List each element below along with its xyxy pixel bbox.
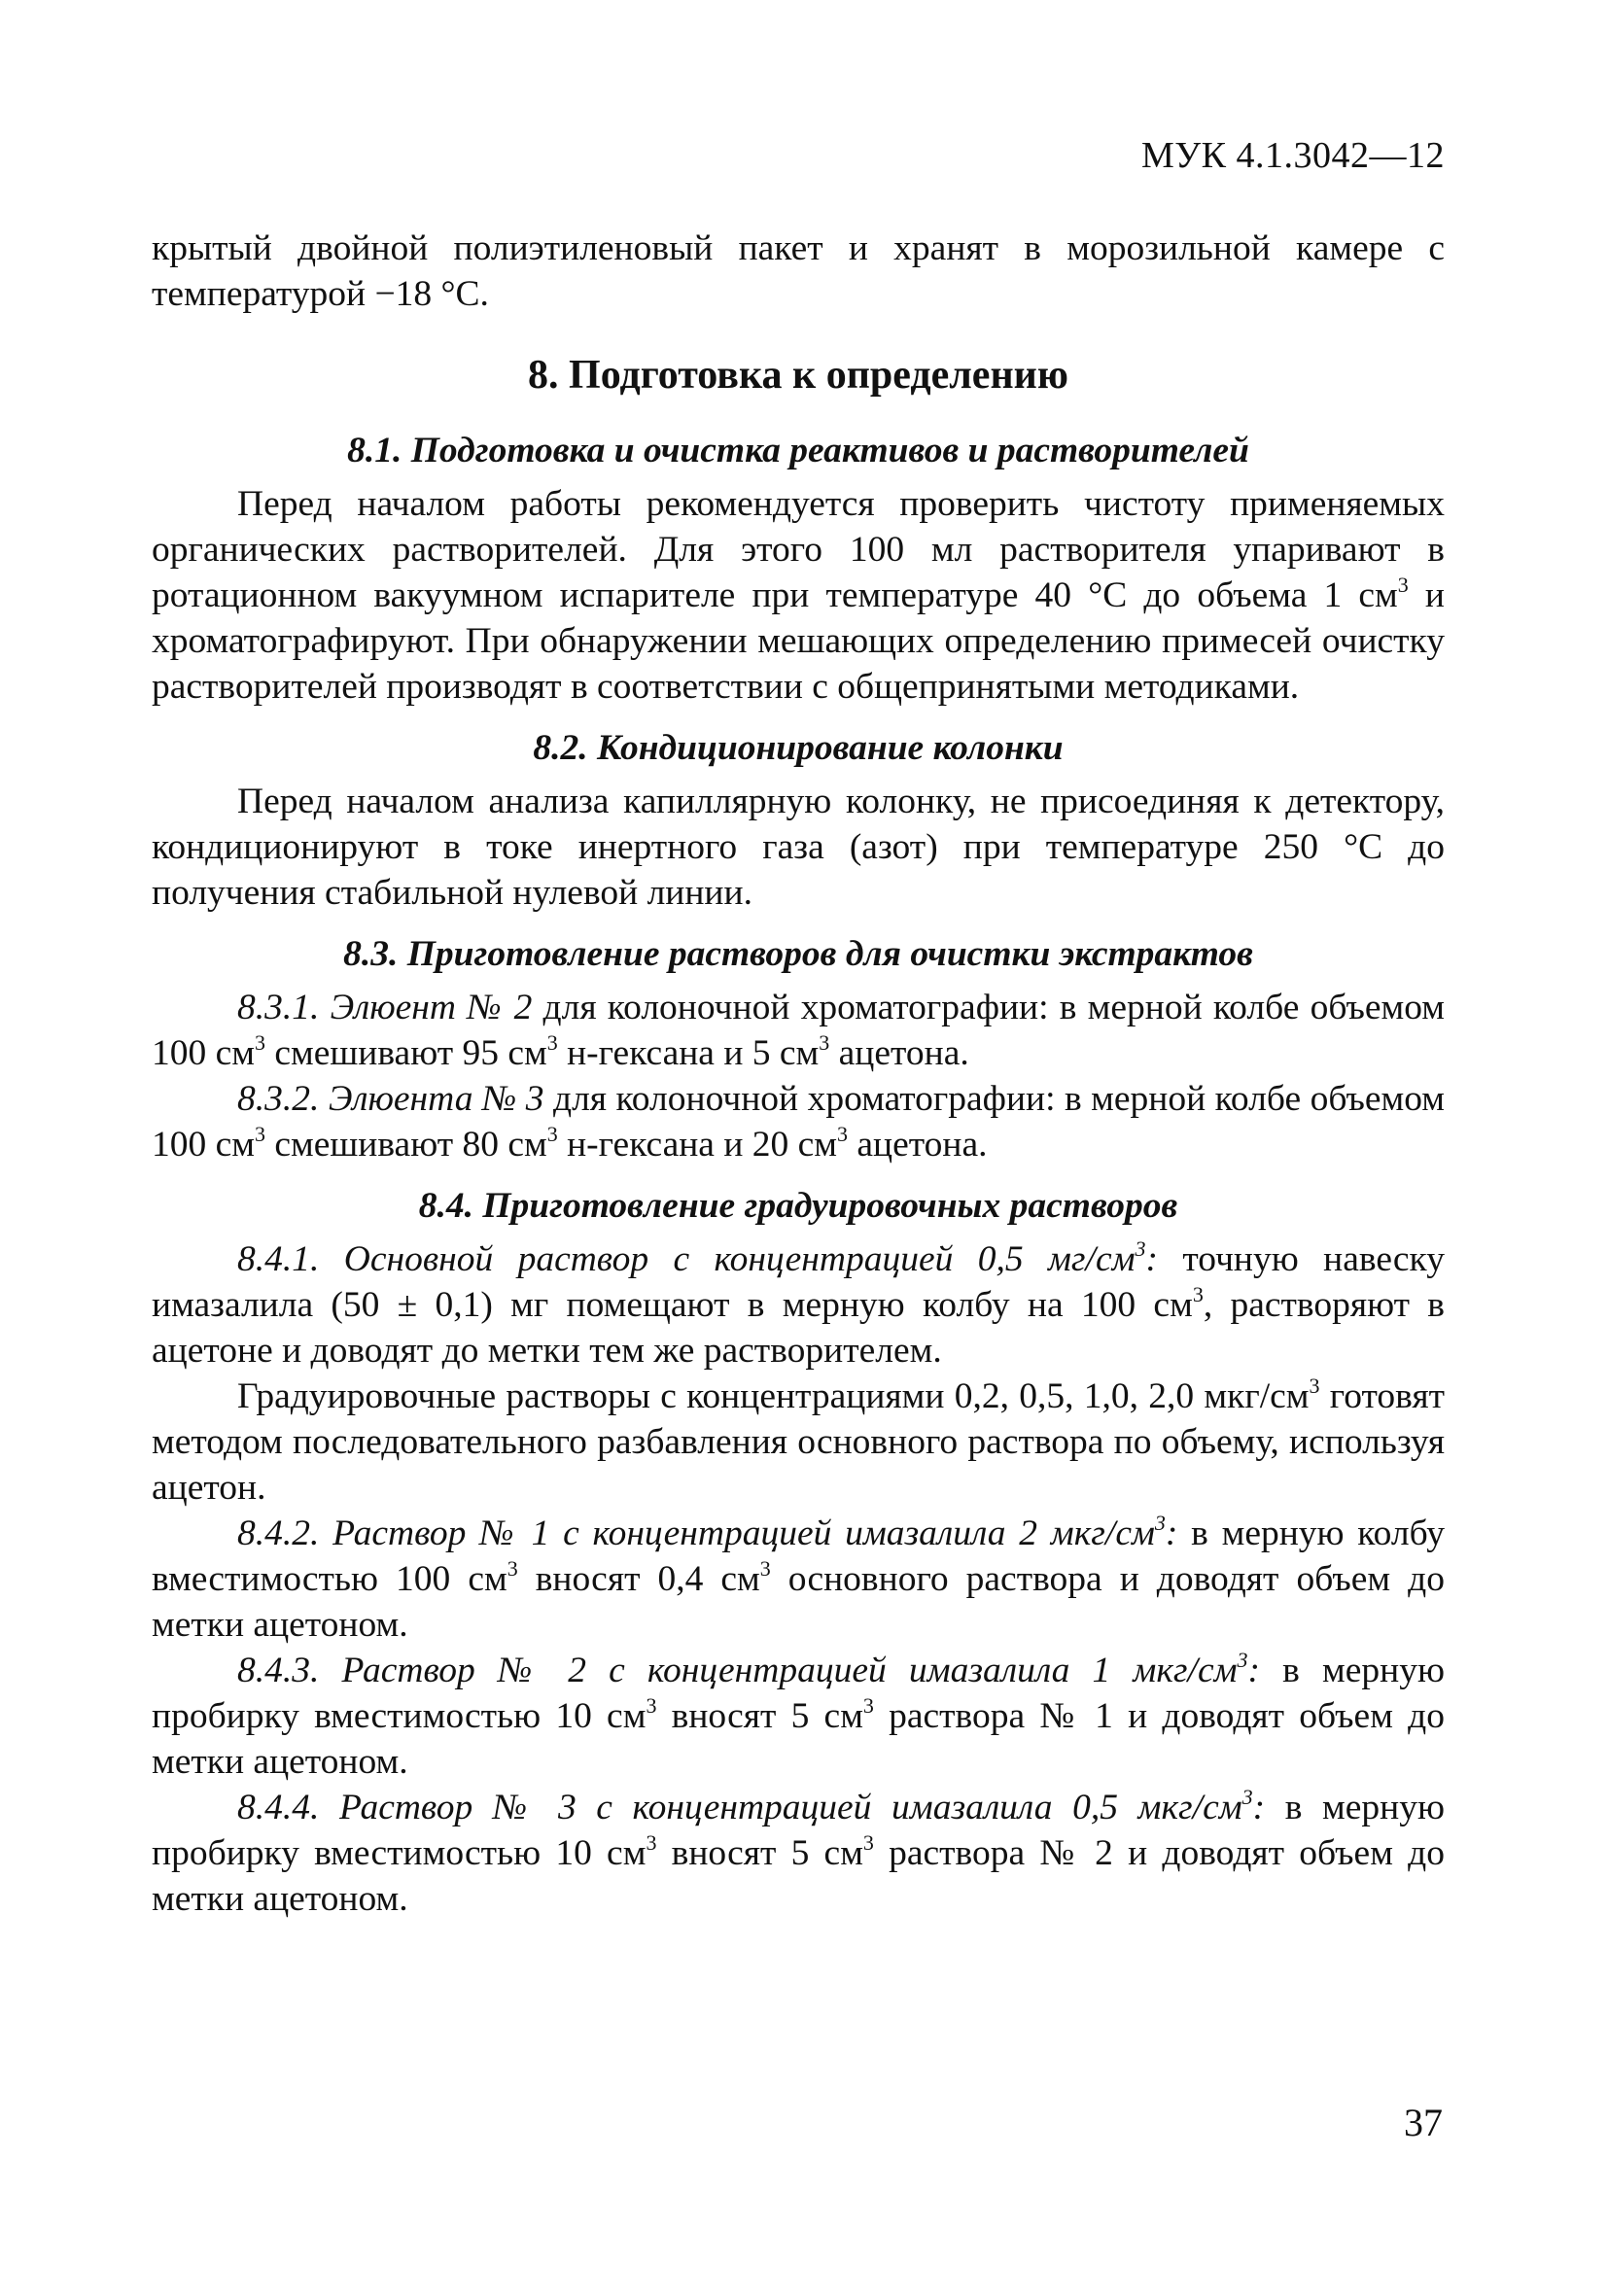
section-8-4-title: 8.4. Приготовление градуировочных растворов [418,1186,1178,1226]
section-8-3-1-paragraph [152,985,1445,1076]
text-fragment: основного раствора и доводят объем до метки ацетоном. [152,1559,1445,1645]
clause-label: 8.4.4. Раствор № 3 с концентрацией имазалила 0,5 мкг/см [237,1788,1242,1827]
superscript: 3 [862,1829,874,1855]
superscript: 3 [1309,1373,1320,1398]
superscript: 3 [546,1029,558,1055]
text-fragment: точную навеску имазалила (50 ± 0,1) мг помещают в мерную колбу на 100 см [152,1239,1445,1325]
text-fragment: вносят 5 см [656,1696,863,1736]
section-8-2-title: 8.2. Кондиционирование колонки [533,728,1064,768]
section-8-2-paragraph: Перед началом анализа капиллярную колонку, не присоединяя к детектору, кондиционируют в токе инертного газа (азот) при температуре 250 °С до получения стабильной нулевой линии. [152,782,1445,913]
section-8-4-4-paragraph [152,1785,1445,1922]
superscript: 3 [507,1555,518,1581]
text-fragment: для колоночной хроматографии: в мерной колбе объемом 100 см [152,1079,1445,1165]
superscript: 3 [1154,1510,1166,1535]
page-content [152,226,1445,1922]
section-8-4-3-paragraph [152,1648,1445,1785]
text-fragment: ацетона. [829,1033,969,1073]
text-fragment: раствора № 1 и доводят объем до метки ацетоном. [152,1696,1445,1782]
superscript: 3 [819,1029,830,1055]
text-fragment: в мерную колбу вместимостью 100 см [152,1513,1445,1599]
superscript: 3 [255,1029,265,1055]
clause-label: 8.3.2. Элюента № 3 [237,1079,544,1119]
clause-label: 8.4.2. Раствор № 1 с концентрацией имазалила 2 мкг/см [237,1513,1155,1553]
section-8-4-2-paragraph [152,1511,1445,1648]
section-8-1-paragraph [152,481,1445,710]
text-fragment: н-гексана и 20 см [557,1125,838,1165]
superscript: 3 [837,1121,849,1146]
section-8-1-title: 8.1. Подготовка и очистка реактивов и растворителей [347,431,1249,470]
text-fragment: смешивают 95 см [265,1033,547,1073]
text-fragment: и хроматографируют. При обнаружении мешающих определению примесей очистку растворителей производят в соответствии с общепринятыми методиками. [152,575,1445,707]
section-8-3-title: 8.3. Приготовление растворов для очистки экстрактов [343,934,1253,974]
superscript: 3 [255,1121,265,1146]
superscript: 3 [1241,1784,1253,1809]
document-code-header: МУК 4.1.3042—12 [1140,135,1445,176]
superscript: 3 [646,1692,657,1718]
superscript: 3 [646,1829,657,1855]
text-fragment: раствора № 2 и доводят объем до метки ацетоном. [152,1833,1445,1919]
text-fragment: готовят методом последовательного разбавления основного раствора по объему, используя ацетон. [152,1376,1445,1508]
clause-label-end: : [1145,1239,1159,1279]
page-number: 37 [1404,2101,1443,2144]
text-fragment: н-гексана и 5 см [557,1033,820,1073]
section-8-4-1-paragraph [152,1236,1445,1374]
text-fragment: в мерную пробирку вместимостью 10 см [152,1788,1445,1873]
superscript: 3 [1135,1235,1146,1261]
clause-label: 8.4.1. Основной раствор с концентрацией 0,5 мг/см [237,1239,1136,1279]
text-fragment: для колоночной хроматографии: в мерной колбе объемом 100 см [152,988,1445,1073]
section-8-title: 8. Подготовка к определению [528,353,1068,398]
section-8-3-2-paragraph [152,1076,1445,1167]
calibration-solutions-paragraph [152,1374,1445,1511]
superscript: 3 [1237,1647,1248,1672]
superscript: 3 [759,1555,771,1581]
text-fragment: Перед началом работы рекомендуется проверить чистоту применяемых органических растворителей. Для этого 100 мл растворителя упаривают в ротационном вакуумном испарителе при температуре 40 °С до объема 1 см [152,484,1445,615]
clause-label: 8.3.1. Элюент № 2 [237,988,533,1027]
superscript: 3 [862,1692,874,1718]
text-fragment: вносят 5 см [656,1833,863,1873]
clause-label-end: : [1165,1513,1178,1553]
text-fragment: , растворяют в ацетоне и доводят до метки тем же растворителем. [152,1285,1445,1371]
continuation-paragraph: крытый двойной полиэтиленовый пакет и хранят в морозильной камере с температурой −18 °С. [152,228,1445,314]
text-fragment: Градуировочные растворы с концентрациями 0,2, 0,5, 1,0, 2,0 мкг/см [237,1376,1310,1416]
superscript: 3 [1397,572,1409,597]
clause-label-end: : [1252,1788,1266,1827]
clause-label: 8.4.3. Раствор № 2 с концентрацией имазалила 1 мкг/см [237,1651,1238,1690]
text-fragment: вносят 0,4 см [517,1559,760,1599]
superscript: 3 [546,1121,558,1146]
text-fragment: в мерную пробирку вместимостью 10 см [152,1651,1445,1736]
clause-label-end: : [1247,1651,1261,1690]
text-fragment: ацетона. [848,1125,988,1165]
text-fragment: смешивают 80 см [265,1125,547,1165]
superscript: 3 [1192,1281,1204,1306]
